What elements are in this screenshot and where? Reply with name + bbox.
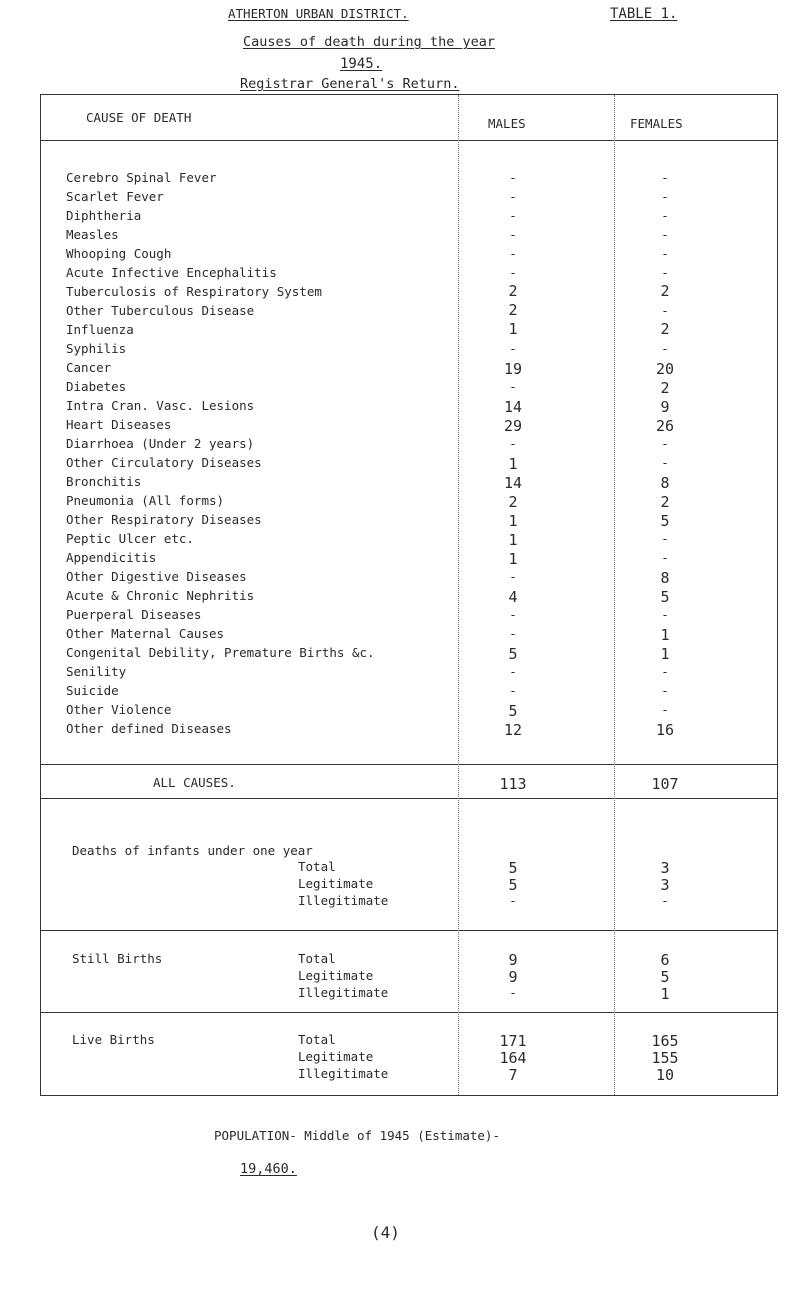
females-value: 1	[660, 626, 670, 644]
cause-label: Other Tuberculous Disease	[66, 303, 255, 318]
live-births-label: Legitimate	[298, 1049, 374, 1064]
males-value: 1	[508, 550, 518, 568]
females-value: -	[661, 341, 669, 356]
males-value: -	[509, 246, 517, 261]
still-births-males-value: -	[509, 985, 517, 1000]
cause-label: Other Respiratory Diseases	[66, 512, 262, 527]
page-title: Causes of death during the year	[243, 34, 495, 50]
still-births-females-value: 5	[660, 968, 670, 986]
cause-label: Other Circulatory Diseases	[66, 455, 262, 470]
infants-label: Illegitimate	[298, 893, 389, 908]
cause-label: Tuberculosis of Respiratory System	[66, 284, 322, 299]
live-births-label: Illegitimate	[298, 1066, 389, 1081]
females-value: 20	[655, 360, 675, 378]
cause-label: Pneumonia (All forms)	[66, 493, 225, 508]
infants-heading: Deaths of infants under one year	[72, 843, 313, 858]
subtitle: Registrar General's Return.	[240, 76, 460, 92]
males-value: -	[509, 341, 517, 356]
males-value: -	[509, 170, 517, 185]
females-value: 2	[660, 320, 670, 338]
females-value: 5	[660, 512, 670, 530]
live-births-label: Total	[298, 1032, 336, 1047]
females-value: -	[661, 607, 669, 622]
females-value: 8	[660, 474, 670, 492]
females-value: -	[661, 208, 669, 223]
cause-label: Scarlet Fever	[66, 189, 164, 204]
males-value: -	[509, 607, 517, 622]
females-value: -	[661, 170, 669, 185]
live-births-females-value: 155	[651, 1049, 679, 1067]
still-births-label: Legitimate	[298, 968, 374, 983]
females-value: 1	[660, 645, 670, 663]
males-value: -	[509, 208, 517, 223]
males-value: -	[509, 189, 517, 204]
females-value: 8	[660, 569, 670, 587]
males-value: -	[509, 265, 517, 280]
cause-label: Cerebro Spinal Fever	[66, 170, 217, 185]
infants-males-value: 5	[508, 859, 518, 877]
still-births-label: Illegitimate	[298, 985, 389, 1000]
males-value: 12	[503, 721, 523, 739]
males-value: -	[509, 569, 517, 584]
females-value: -	[661, 227, 669, 242]
still-births-heading: Still Births	[72, 951, 163, 966]
district-heading: ATHERTON URBAN DISTRICT.	[228, 6, 409, 21]
cause-label: Other Maternal Causes	[66, 626, 225, 641]
all-causes-bottom-rule	[40, 798, 778, 799]
still-births-females-value: 6	[660, 951, 670, 969]
infants-males-value: 5	[508, 876, 518, 894]
cause-label: Acute & Chronic Nephritis	[66, 588, 255, 603]
females-value: 5	[660, 588, 670, 606]
live-births-rule	[40, 1012, 778, 1013]
females-value: -	[661, 531, 669, 546]
cause-label: Whooping Cough	[66, 246, 172, 261]
infants-label: Total	[298, 859, 336, 874]
males-value: 2	[508, 493, 518, 511]
still-births-females-value: 1	[660, 985, 670, 1003]
males-value: 19	[503, 360, 523, 378]
column-header-cause: CAUSE OF DEATH	[86, 110, 192, 125]
cause-label: Other Digestive Diseases	[66, 569, 247, 584]
cause-label: Heart Diseases	[66, 417, 172, 432]
females-value: -	[661, 303, 669, 318]
all-causes-label: ALL CAUSES.	[153, 775, 236, 790]
live-births-females-value: 10	[655, 1066, 675, 1084]
cause-label: Other Violence	[66, 702, 172, 717]
females-value: -	[661, 265, 669, 280]
cause-label: Diarrhoea (Under 2 years)	[66, 436, 255, 451]
males-value: 4	[508, 588, 518, 606]
header-rule	[40, 140, 778, 141]
cause-label: Diphtheria	[66, 208, 142, 223]
cause-label: Bronchitis	[66, 474, 142, 489]
live-births-heading: Live Births	[72, 1032, 155, 1047]
still-births-rule	[40, 930, 778, 931]
infants-females-value: 3	[660, 859, 670, 877]
males-value: -	[509, 379, 517, 394]
cause-label: Senility	[66, 664, 127, 679]
females-value: 2	[660, 493, 670, 511]
males-value: 14	[503, 474, 523, 492]
males-value: 2	[508, 282, 518, 300]
cause-label: Cancer	[66, 360, 112, 375]
live-births-males-value: 7	[508, 1066, 518, 1084]
cause-label: Intra Cran. Vasc. Lesions	[66, 398, 255, 413]
cause-label: Appendicitis	[66, 550, 157, 565]
males-value: 29	[503, 417, 523, 435]
males-value: 14	[503, 398, 523, 416]
females-value: -	[661, 246, 669, 261]
females-value: 2	[660, 379, 670, 397]
column-header-males: MALES	[488, 116, 526, 131]
still-births-males-value: 9	[508, 951, 518, 969]
females-value: -	[661, 550, 669, 565]
cause-label: Congenital Debility, Premature Births &c.	[66, 645, 375, 660]
males-value: -	[509, 683, 517, 698]
males-value: -	[509, 227, 517, 242]
infants-label: Legitimate	[298, 876, 374, 891]
females-value: -	[661, 436, 669, 451]
males-value: 1	[508, 531, 518, 549]
live-births-males-value: 171	[499, 1032, 527, 1050]
cause-label: Measles	[66, 227, 119, 242]
all-causes-males: 113	[499, 775, 527, 793]
live-births-females-value: 165	[651, 1032, 679, 1050]
females-value: -	[661, 683, 669, 698]
cause-label: Acute Infective Encephalitis	[66, 265, 277, 280]
females-value: 2	[660, 282, 670, 300]
females-value: -	[661, 702, 669, 717]
column-divider-males	[458, 95, 459, 1095]
population-statement: POPULATION- Middle of 1945 (Estimate)-	[214, 1128, 500, 1143]
table-number: TABLE 1.	[610, 6, 678, 22]
column-header-females: FEMALES	[630, 116, 683, 131]
females-value: 9	[660, 398, 670, 416]
males-value: -	[509, 664, 517, 679]
males-value: 1	[508, 455, 518, 473]
males-value: 5	[508, 702, 518, 720]
cause-label: Suicide	[66, 683, 119, 698]
population-value: 19,460.	[240, 1161, 297, 1177]
males-value: -	[509, 626, 517, 641]
females-value: 16	[655, 721, 675, 739]
column-divider-females	[614, 95, 615, 1095]
cause-label: Syphilis	[66, 341, 127, 356]
males-value: 1	[508, 512, 518, 530]
females-value: -	[661, 664, 669, 679]
males-value: 5	[508, 645, 518, 663]
year-heading: 1945.	[340, 56, 383, 72]
infants-females-value: 3	[660, 876, 670, 894]
cause-label: Diabetes	[66, 379, 127, 394]
live-births-males-value: 164	[499, 1049, 527, 1067]
infants-males-value: -	[509, 893, 517, 908]
cause-label: Puerperal Diseases	[66, 607, 202, 622]
infants-females-value: -	[661, 893, 669, 908]
still-births-males-value: 9	[508, 968, 518, 986]
still-births-label: Total	[298, 951, 336, 966]
all-causes-top-rule	[40, 764, 778, 765]
males-value: 1	[508, 320, 518, 338]
males-value: 2	[508, 301, 518, 319]
cause-label: Other defined Diseases	[66, 721, 232, 736]
all-causes-females: 107	[651, 775, 679, 793]
females-value: -	[661, 455, 669, 470]
page-number: (4)	[371, 1223, 400, 1242]
females-value: 26	[655, 417, 675, 435]
females-value: -	[661, 189, 669, 204]
cause-label: Influenza	[66, 322, 134, 337]
males-value: -	[509, 436, 517, 451]
cause-label: Peptic Ulcer etc.	[66, 531, 194, 546]
